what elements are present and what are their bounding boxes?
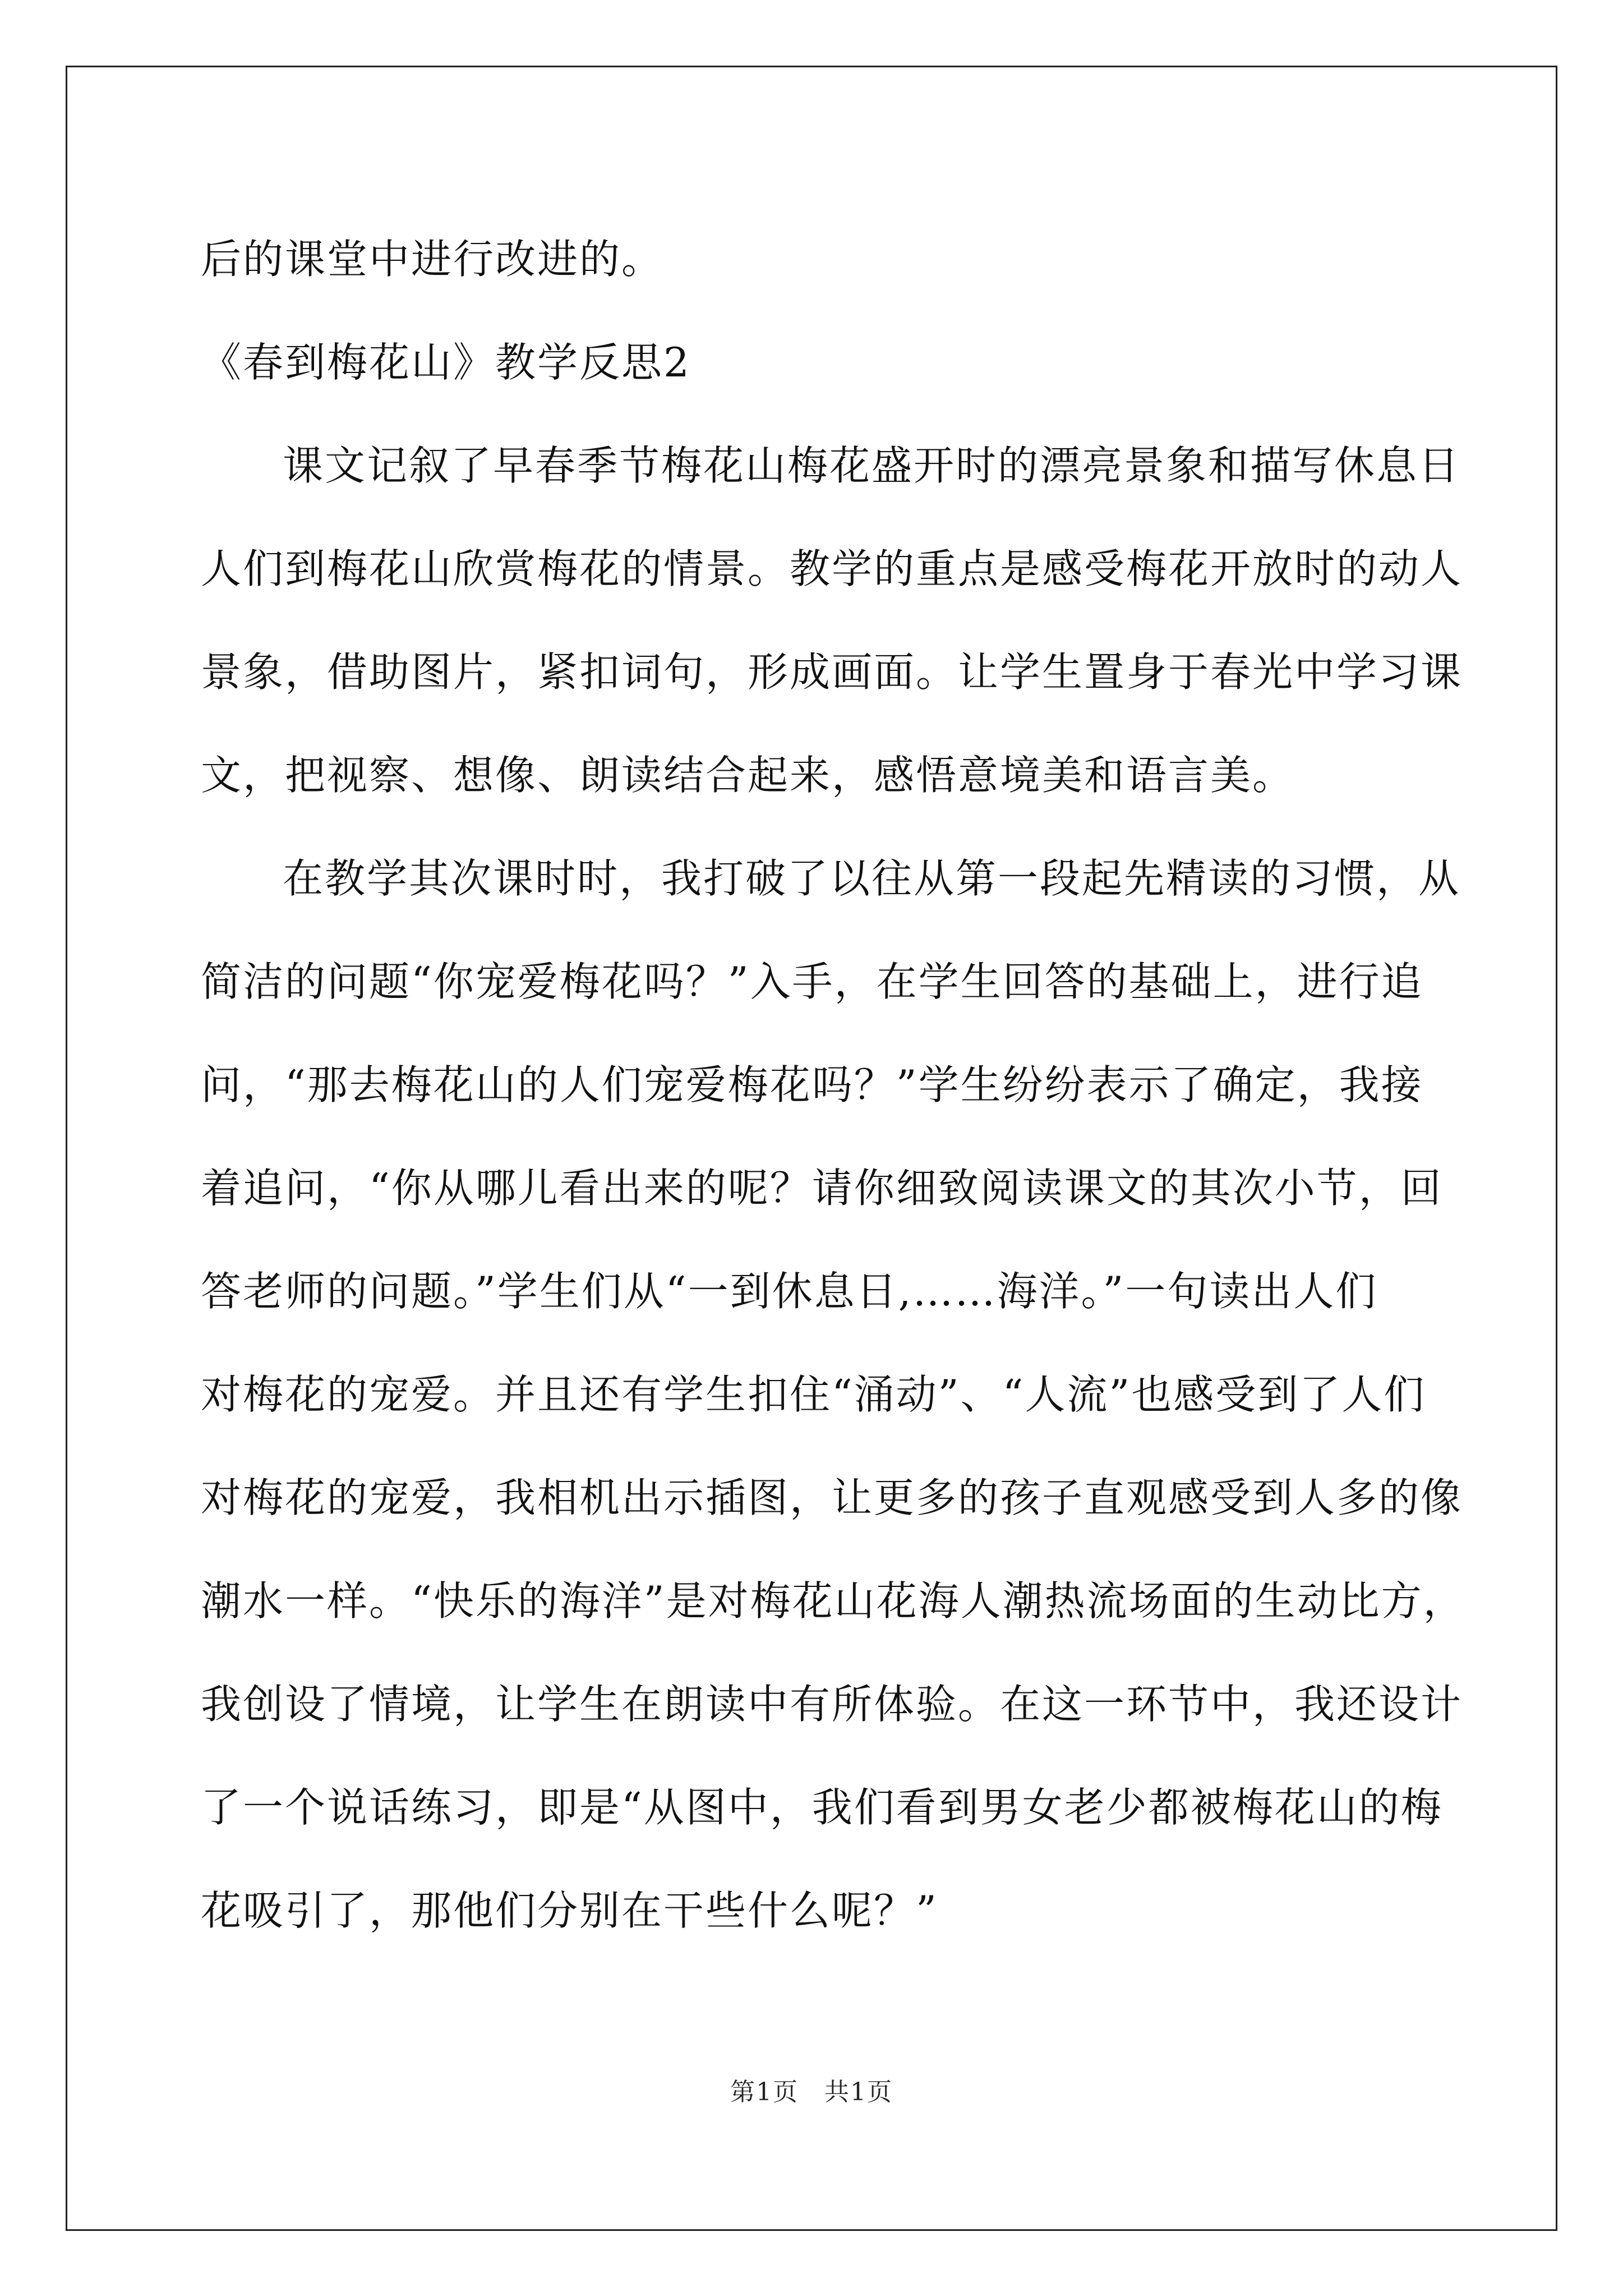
paragraph-line: 课文记叙了早春季节梅花山梅花盛开时的漂亮景象和描写休息日: [283, 442, 1461, 489]
paragraph-line: 着追问，“你从哪儿看出来的呢？请你细致阅读课文的其次小节，回: [201, 1165, 1443, 1212]
paragraph-line: 简洁的问题“你宠爱梅花吗？”入手，在学生回答的基础上，进行追: [201, 958, 1423, 1005]
paragraph-line: 了一个说话练习，即是“从图中，我们看到男女老少都被梅花山的梅: [201, 1784, 1443, 1831]
paragraph-line: 对梅花的宠爱。并且还有学生扣住“涌动”、“人流”也感受到了人们: [201, 1371, 1426, 1418]
section-title: 《春到梅花山》教学反思2: [201, 339, 691, 386]
document-body: [201, 208, 1465, 1962]
paragraph-line: 人们到梅花山欣赏梅花的情景。教学的重点是感受梅花开放时的动人: [201, 545, 1463, 592]
paragraph-line: 文，把视察、想像、朗读结合起来，感悟意境美和语言美。: [201, 752, 1295, 799]
paragraph-2: [201, 827, 1465, 1962]
paragraph-line: 问，“那去梅花山的人们宠爱梅花吗？”学生纷纷表示了确定，我接: [201, 1061, 1423, 1108]
page-number-footer: 第1页 共1页: [730, 2078, 893, 2106]
paragraph-line: 景象，借助图片，紧扣词句，形成画面。让学生置身于春光中学习课: [201, 648, 1463, 696]
paragraph-line: 在教学其次课时时，我打破了以往从第一段起先精读的习惯，从: [283, 855, 1461, 902]
paragraph-1: [201, 414, 1463, 827]
intro-line: 后的课堂中进行改进的。: [201, 236, 664, 283]
paragraph-line: 潮水一样。“快乐的海洋”是对梅花山花海人潮热流场面的生动比方，: [201, 1577, 1465, 1625]
paragraph-line: 答老师的问题。”学生们从“一到休息日,……海洋。”一句读出人们: [201, 1268, 1378, 1315]
paragraph-line: 我创设了情境，让学生在朗读中有所体验。在这一环节中，我还设计: [201, 1681, 1463, 1728]
paragraph-line: 对梅花的宠爱，我相机出示插图，让更多的孩子直观感受到人多的像: [201, 1474, 1463, 1521]
paragraph-line: 花吸引了，那他们分别在干些什么呢？”: [201, 1887, 938, 1934]
